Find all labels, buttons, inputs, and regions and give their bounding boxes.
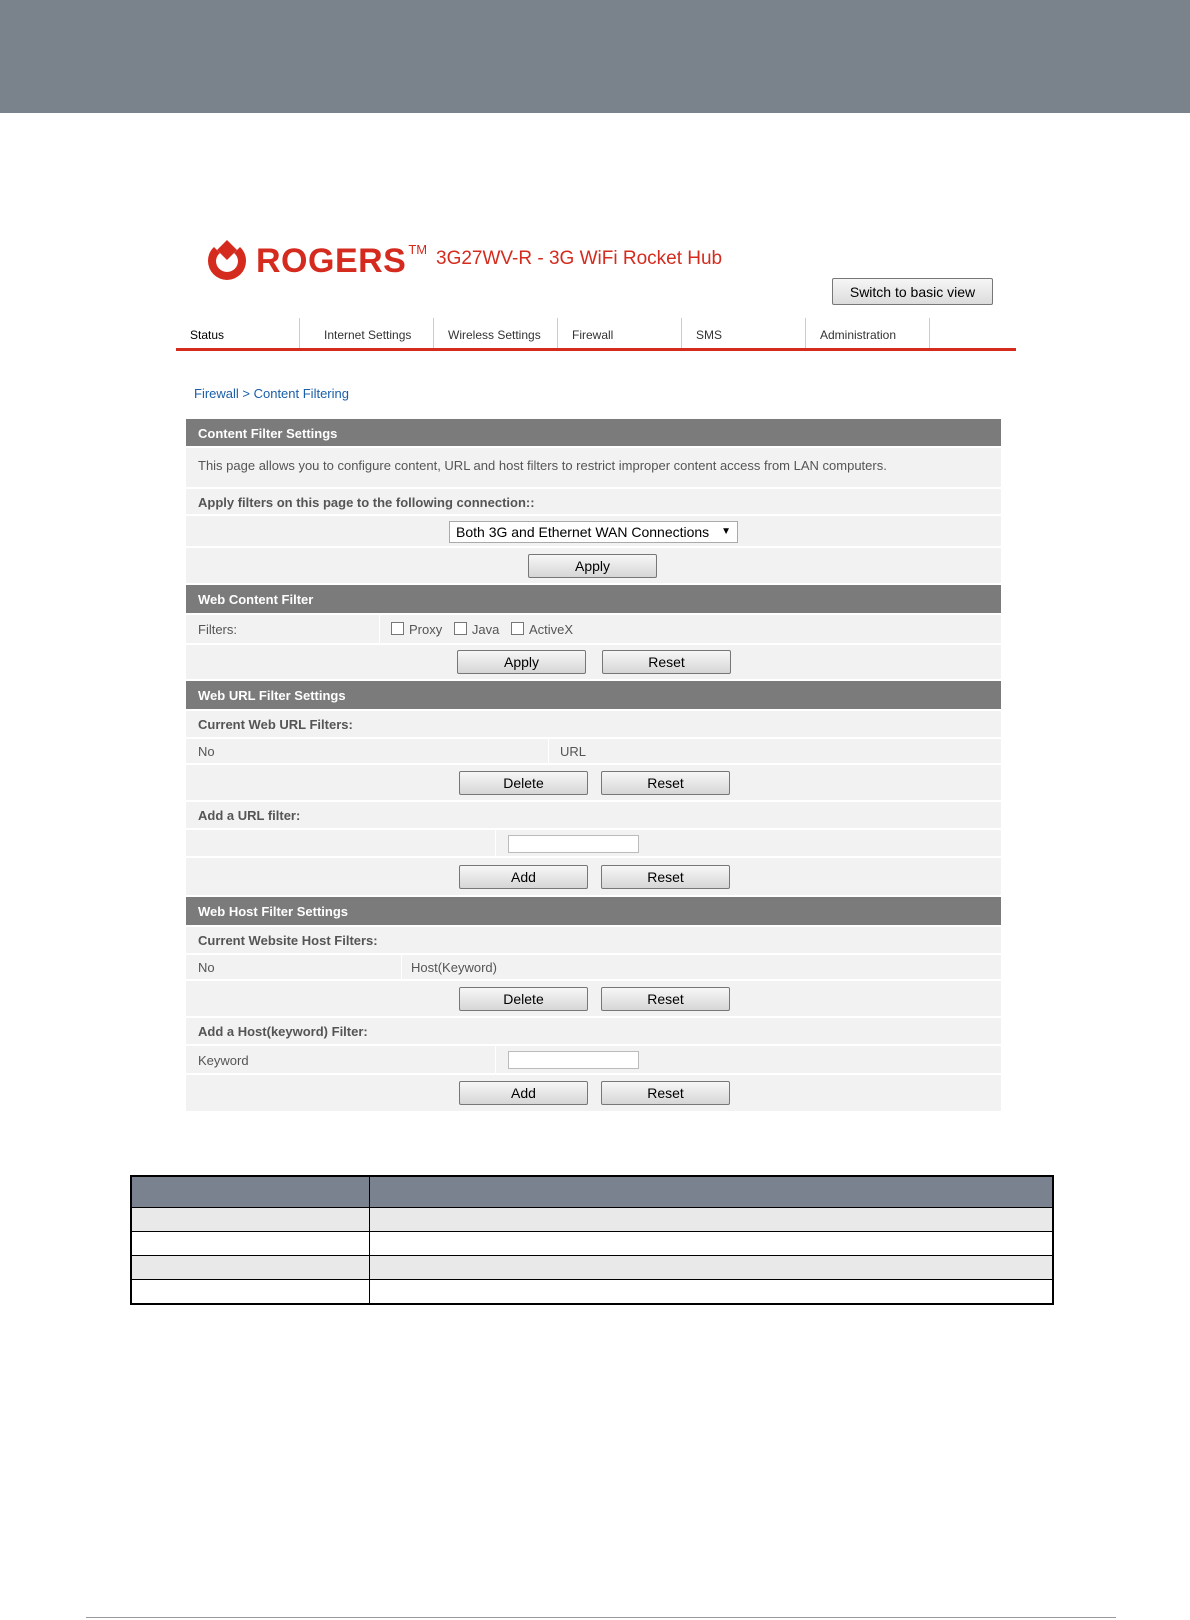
host-col-keyword: Host(Keyword): [411, 960, 497, 975]
apply-to-label: Apply filters on this page to the following connection::: [186, 489, 1001, 516]
section-header-url-filter: Web URL Filter Settings: [186, 681, 1001, 711]
brand-tm: TM: [408, 241, 428, 257]
host-delete-row: [186, 981, 1001, 1018]
description-row: [186, 448, 1001, 489]
url-filter-input[interactable]: [508, 835, 639, 853]
tab-sms[interactable]: SMS: [682, 318, 806, 348]
tab-wireless-settings[interactable]: Wireless Settings: [434, 318, 558, 348]
content-apply-row: [186, 548, 1001, 585]
add-url-filter-label: Add a URL filter:: [186, 802, 1001, 830]
rogers-logo: [204, 236, 427, 286]
web-content-reset-button[interactable]: Reset: [602, 650, 731, 674]
url-col-no: No: [198, 744, 215, 759]
filter-options: [391, 615, 573, 645]
tab-internet-settings[interactable]: Internet Settings: [310, 318, 434, 348]
host-add-reset-button[interactable]: Reset: [601, 1081, 730, 1105]
proxy-label: Proxy: [409, 622, 443, 637]
section-header-web-content: Web Content Filter: [186, 585, 1001, 615]
breadcrumb[interactable]: Firewall > Content Filtering: [194, 386, 349, 401]
brand-name: ROGERS: [256, 241, 407, 280]
divider: [379, 615, 380, 643]
tab-firewall[interactable]: Firewall: [558, 318, 682, 348]
host-delete-button[interactable]: Delete: [459, 987, 588, 1011]
table-row: [131, 1232, 1053, 1256]
table-header-cell: [370, 1176, 1054, 1208]
rogers-logo-icon: [204, 238, 250, 284]
switch-view-button[interactable]: Switch to basic view: [832, 278, 993, 305]
table-row: [131, 1208, 1053, 1232]
table-cell: [131, 1256, 370, 1280]
keyword-label: Keyword: [198, 1053, 249, 1068]
activex-label: ActiveX: [528, 622, 574, 637]
current-url-filters-label: Current Web URL Filters:: [186, 711, 1001, 739]
connection-select[interactable]: [449, 521, 738, 543]
table-row: [131, 1280, 1053, 1305]
table-cell: [370, 1208, 1054, 1232]
host-add-row: [186, 1075, 1001, 1111]
connection-select-row: [186, 516, 1001, 548]
url-input-row: [186, 830, 1001, 858]
table-cell: [370, 1280, 1054, 1305]
filters-label: Filters:: [198, 622, 237, 637]
add-host-filter-label: Add a Host(keyword) Filter:: [186, 1018, 1001, 1046]
host-add-button[interactable]: Add: [459, 1081, 588, 1105]
table-row: [131, 1256, 1053, 1280]
product-title: 3G27WV-R - 3G WiFi Rocket Hub: [436, 248, 723, 269]
tab-administration[interactable]: Administration: [806, 318, 930, 348]
url-add-row: [186, 858, 1001, 897]
url-add-reset-button[interactable]: Reset: [601, 865, 730, 889]
divider: [495, 830, 496, 856]
description-text: This page allows you to configure content, URL and host filters to restrict improper content access from LAN computers.: [198, 458, 887, 473]
host-reset-button[interactable]: Reset: [601, 987, 730, 1011]
table-header-row: [131, 1176, 1053, 1208]
java-label: Java: [471, 622, 500, 637]
connection-selected-value: Both 3G and Ethernet WAN Connections: [456, 524, 710, 540]
footer-divider: [86, 1617, 1116, 1618]
table-cell: [370, 1256, 1054, 1280]
url-delete-row: [186, 765, 1001, 802]
current-host-filters-label: Current Website Host Filters:: [186, 927, 1001, 955]
web-content-apply-button[interactable]: Apply: [457, 650, 586, 674]
table-cell: [131, 1280, 370, 1305]
header-band: [0, 0, 1190, 113]
chevron-down-icon: ▼: [721, 526, 731, 537]
proxy-checkbox[interactable]: [391, 622, 404, 635]
table-cell: [131, 1208, 370, 1232]
section-header-content-filter: Content Filter Settings: [186, 419, 1001, 448]
section-header-host-filter: Web Host Filter Settings: [186, 897, 1001, 927]
content-apply-button[interactable]: Apply: [528, 554, 657, 578]
table-header-cell: [131, 1176, 370, 1208]
host-filter-table-header: [186, 955, 1001, 981]
keyword-row: [186, 1046, 1001, 1075]
table-cell: [370, 1232, 1054, 1256]
divider: [548, 739, 549, 763]
activex-checkbox[interactable]: [511, 622, 524, 635]
document-table: [130, 1175, 1054, 1305]
keyword-input[interactable]: [508, 1051, 639, 1069]
divider: [495, 1046, 496, 1073]
url-filter-table-header: [186, 739, 1001, 765]
table-cell: [131, 1232, 370, 1256]
url-col-url: URL: [560, 744, 587, 759]
main-nav: [176, 318, 1016, 351]
url-add-button[interactable]: Add: [459, 865, 588, 889]
url-reset-button[interactable]: Reset: [601, 771, 730, 795]
java-checkbox[interactable]: [454, 622, 467, 635]
filters-row: [186, 615, 1001, 645]
tab-status[interactable]: Status: [176, 318, 300, 348]
host-col-no: No: [198, 960, 215, 975]
content-filter-panel: [186, 419, 1001, 1111]
web-content-buttons-row: [186, 645, 1001, 681]
url-delete-button[interactable]: Delete: [459, 771, 588, 795]
divider: [401, 955, 402, 979]
